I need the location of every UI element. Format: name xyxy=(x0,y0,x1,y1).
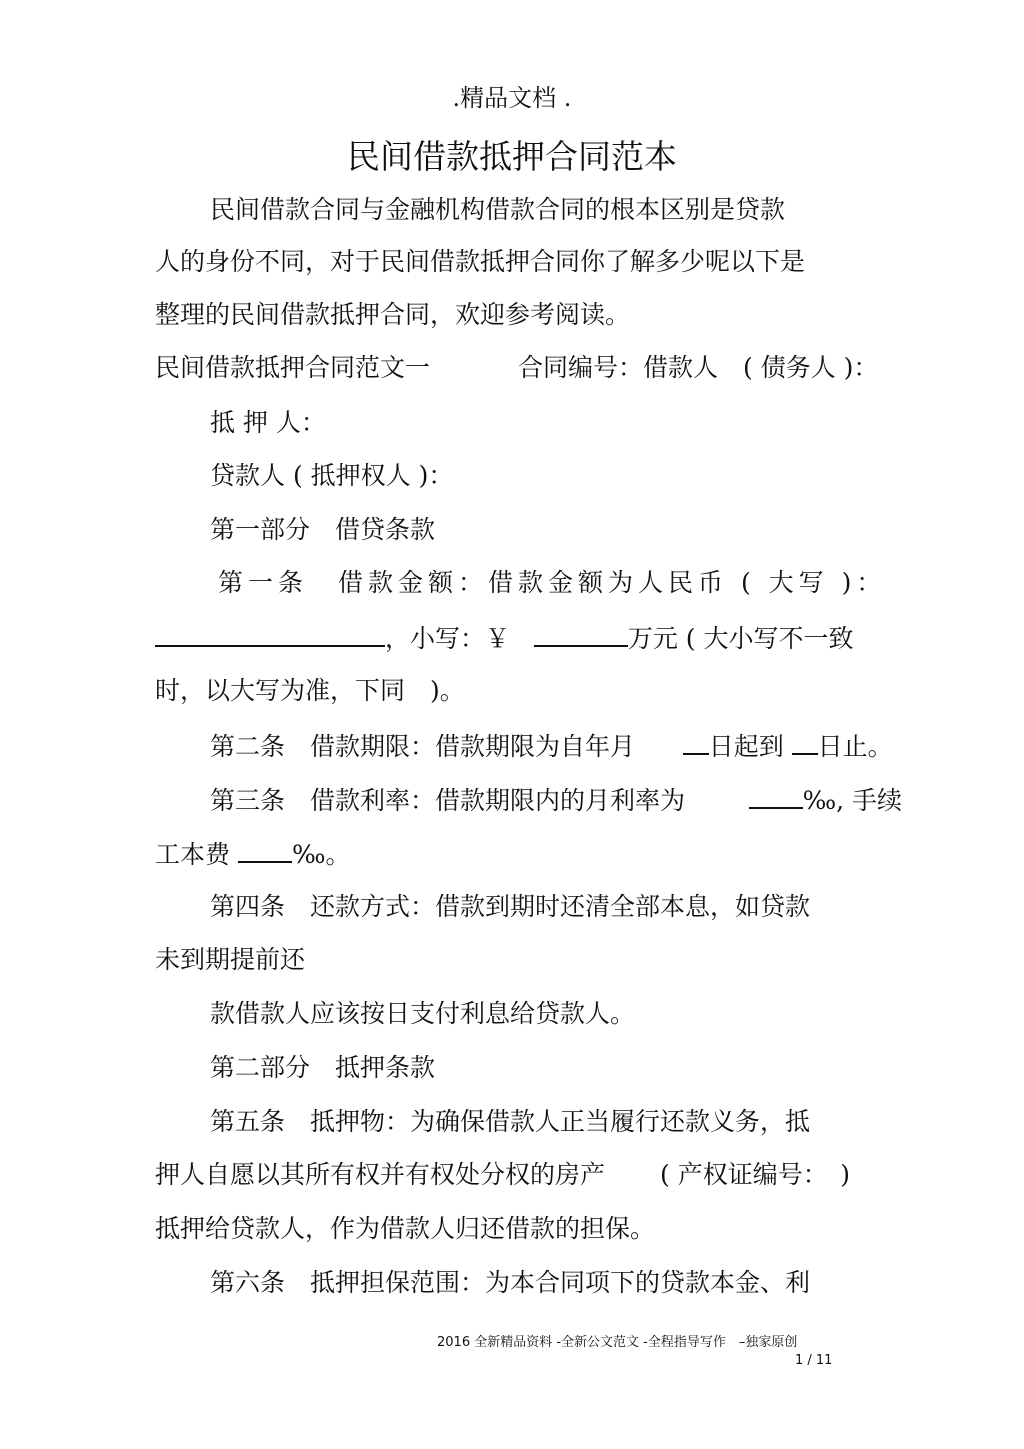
amount-lowercase-label: ，小写：￥ xyxy=(385,624,511,653)
article-2-text-b: 日起到 xyxy=(708,732,784,761)
article-2-text-c: 日止。 xyxy=(817,732,893,761)
article-4-line-3: 款借款人应该按日支付利息给贷款人。 xyxy=(210,999,636,1028)
part-two-heading: 第二部分 抵押条款 xyxy=(210,1053,436,1082)
article-5-line-2a: 押人自愿以其所有权并有权处分权的房产 xyxy=(155,1160,606,1189)
article-4-line-2: 未到期提前还 xyxy=(155,945,306,974)
article-1-line-2 xyxy=(155,621,854,655)
article-3-text-d: ‰。 xyxy=(291,840,351,869)
article-3-text-c: 工本费 xyxy=(155,840,231,869)
lender-line: 贷款人 ( 抵押权人 )： xyxy=(210,461,454,490)
amount-unit: 万元 ( 大小写不一致 xyxy=(627,624,854,653)
contract-number-line: 合同编号：借款人 ( 债务人 )： xyxy=(518,353,879,382)
article-3-line-1 xyxy=(210,783,902,817)
article-1-line-1: 第一条 借款金额：借款金额为人民币 ( 大写 )： xyxy=(218,568,887,597)
article-5-line-1: 第五条 抵押物：为确保借款人正当履行还款义务，抵 xyxy=(210,1107,811,1136)
amount-uppercase-blank xyxy=(155,621,385,647)
article-3-text-b: ‰, 手续 xyxy=(802,786,903,815)
part-one-heading: 第一部分 借贷条款 xyxy=(210,515,436,544)
end-day-blank xyxy=(792,729,818,755)
article-5-line-2b: ( 产权证编号： ) xyxy=(660,1160,850,1189)
page-number: 1 / 11 xyxy=(795,1353,833,1368)
document-header: .精品文档 . xyxy=(452,84,572,112)
intro-line-2: 人的身份不同，对于民间借款抵押合同你了解多少呢以下是 xyxy=(155,247,806,276)
intro-line-3: 整理的民间借款抵押合同，欢迎参考阅读。 xyxy=(155,300,631,329)
mortgagor-line: 抵 押 人： xyxy=(210,408,326,437)
footer-text: 2016 全新精品资料 -全新公文范文 -全程指导写作 –独家原创 xyxy=(437,1335,798,1350)
article-1-line-3: 时，以大写为准，下同 )。 xyxy=(155,676,465,705)
intro-line-1: 民间借款合同与金融机构借款合同的根本区别是贷款 xyxy=(210,195,786,224)
article-3-text-a: 第三条 借款利率：借款期限内的月利率为 xyxy=(210,786,686,815)
start-day-blank xyxy=(683,729,709,755)
sample-heading: 民间借款抵押合同范文一 xyxy=(155,353,431,382)
article-2-line xyxy=(210,729,893,763)
article-3-line-2 xyxy=(155,837,351,871)
monthly-rate-blank xyxy=(749,783,803,809)
document-title: 民间借款抵押合同范本 xyxy=(347,137,677,176)
fee-rate-blank xyxy=(238,837,292,863)
article-5-line-3: 抵押给贷款人，作为借款人归还借款的担保。 xyxy=(155,1214,656,1243)
article-4-line-1: 第四条 还款方式：借款到期时还清全部本息，如贷款 xyxy=(210,892,811,921)
article-6-line-1: 第六条 抵押担保范围：为本合同项下的贷款本金、利 xyxy=(210,1268,811,1297)
amount-lowercase-blank xyxy=(534,621,628,647)
article-2-text-a: 第二条 借款期限：借款期限为自年月 xyxy=(210,732,636,761)
